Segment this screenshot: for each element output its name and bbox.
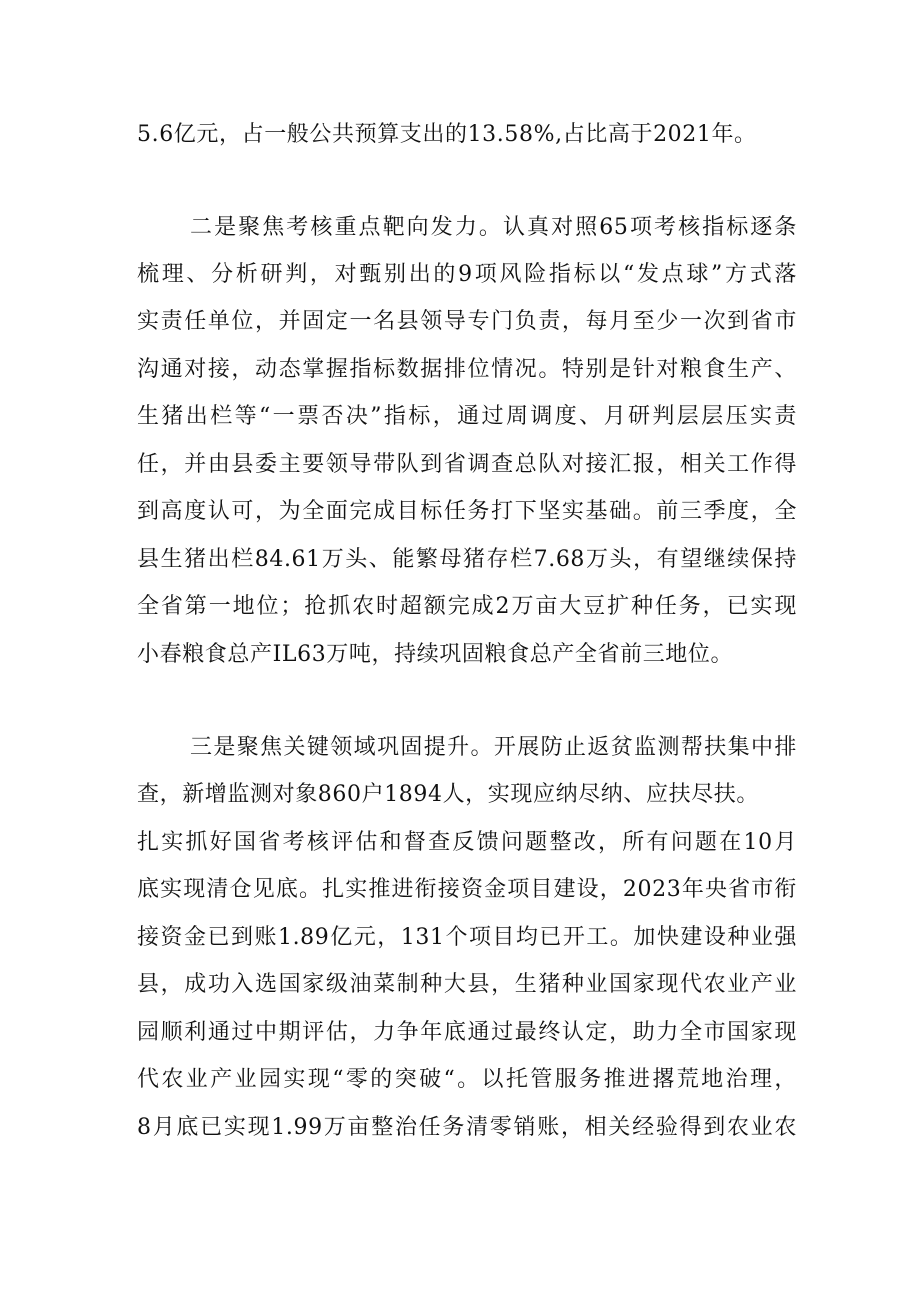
text-line: 县，成功入选国家级油菜制种大县，生猪种业国家现代农业产业 [137,972,797,997]
text-line: 扎实抓好国省考核评估和督查反馈问题整改，所有问题在10月 [137,830,797,855]
text-line: 任，并由县委主要领导带队到省调查总队对接汇报，相关工作得 [137,452,797,477]
text-line: 接资金已到账1.89亿元，131个项目均已开工。加快建设种业强 [137,925,797,950]
text-line: 实责任单位，并固定一名县领导专门负责，每月至少一次到省市 [137,309,797,334]
text-line: 查，新增监测对象860户1894人，实现应纳尽纳、应扶尽扶。 [137,782,759,807]
text-line: 到高度认可，为全面完成目标任务打下坚实基础。前三季度，全 [137,499,797,524]
text-line: 全省第一地位；抢抓农时超额完成2万亩大豆扩种任务，已实现 [137,594,797,619]
text-line: 代农业产业园实现“零的突破“。以托管服务推进撂荒地治理， [137,1067,797,1092]
text-line: 三是聚焦关键领域巩固提升。开展防止返贫监测帮扶集中排 [190,735,797,760]
text-line: 生猪出栏等“一票否决”指标，通过周调度、月研判层层压实责 [137,404,797,429]
text-line: 梳理、分析研判，对甄别出的9项风险指标以“发点球”方式落 [137,262,797,287]
text-line: 5.6亿元，占一般公共预算支出的13.58%,占比高于2021年。 [137,122,757,147]
text-line: 园顺利通过中期评估，力争年底通过最终认定，助力全市国家现 [137,1020,797,1045]
text-line: 县生猪出栏84.61万头、能繁母猪存栏7.68万头，有望继续保持 [137,547,797,572]
text-line: 小春粮食总产IL63万吨，持续巩固粮食总产全省前三地位。 [137,642,734,667]
text-line: 沟通对接，动态掌握指标数据排位情况。特别是针对粮食生产、 [137,357,797,382]
text-line: 二是聚焦考核重点靶向发力。认真对照65项考核指标逐条 [190,215,797,240]
text-line: 底实现清仓见底。扎实推进衔接资金项目建设，2023年央省市衔 [137,877,797,902]
text-line: 8月底已实现1.99万亩整治任务清零销账，相关经验得到农业农 [137,1115,797,1140]
